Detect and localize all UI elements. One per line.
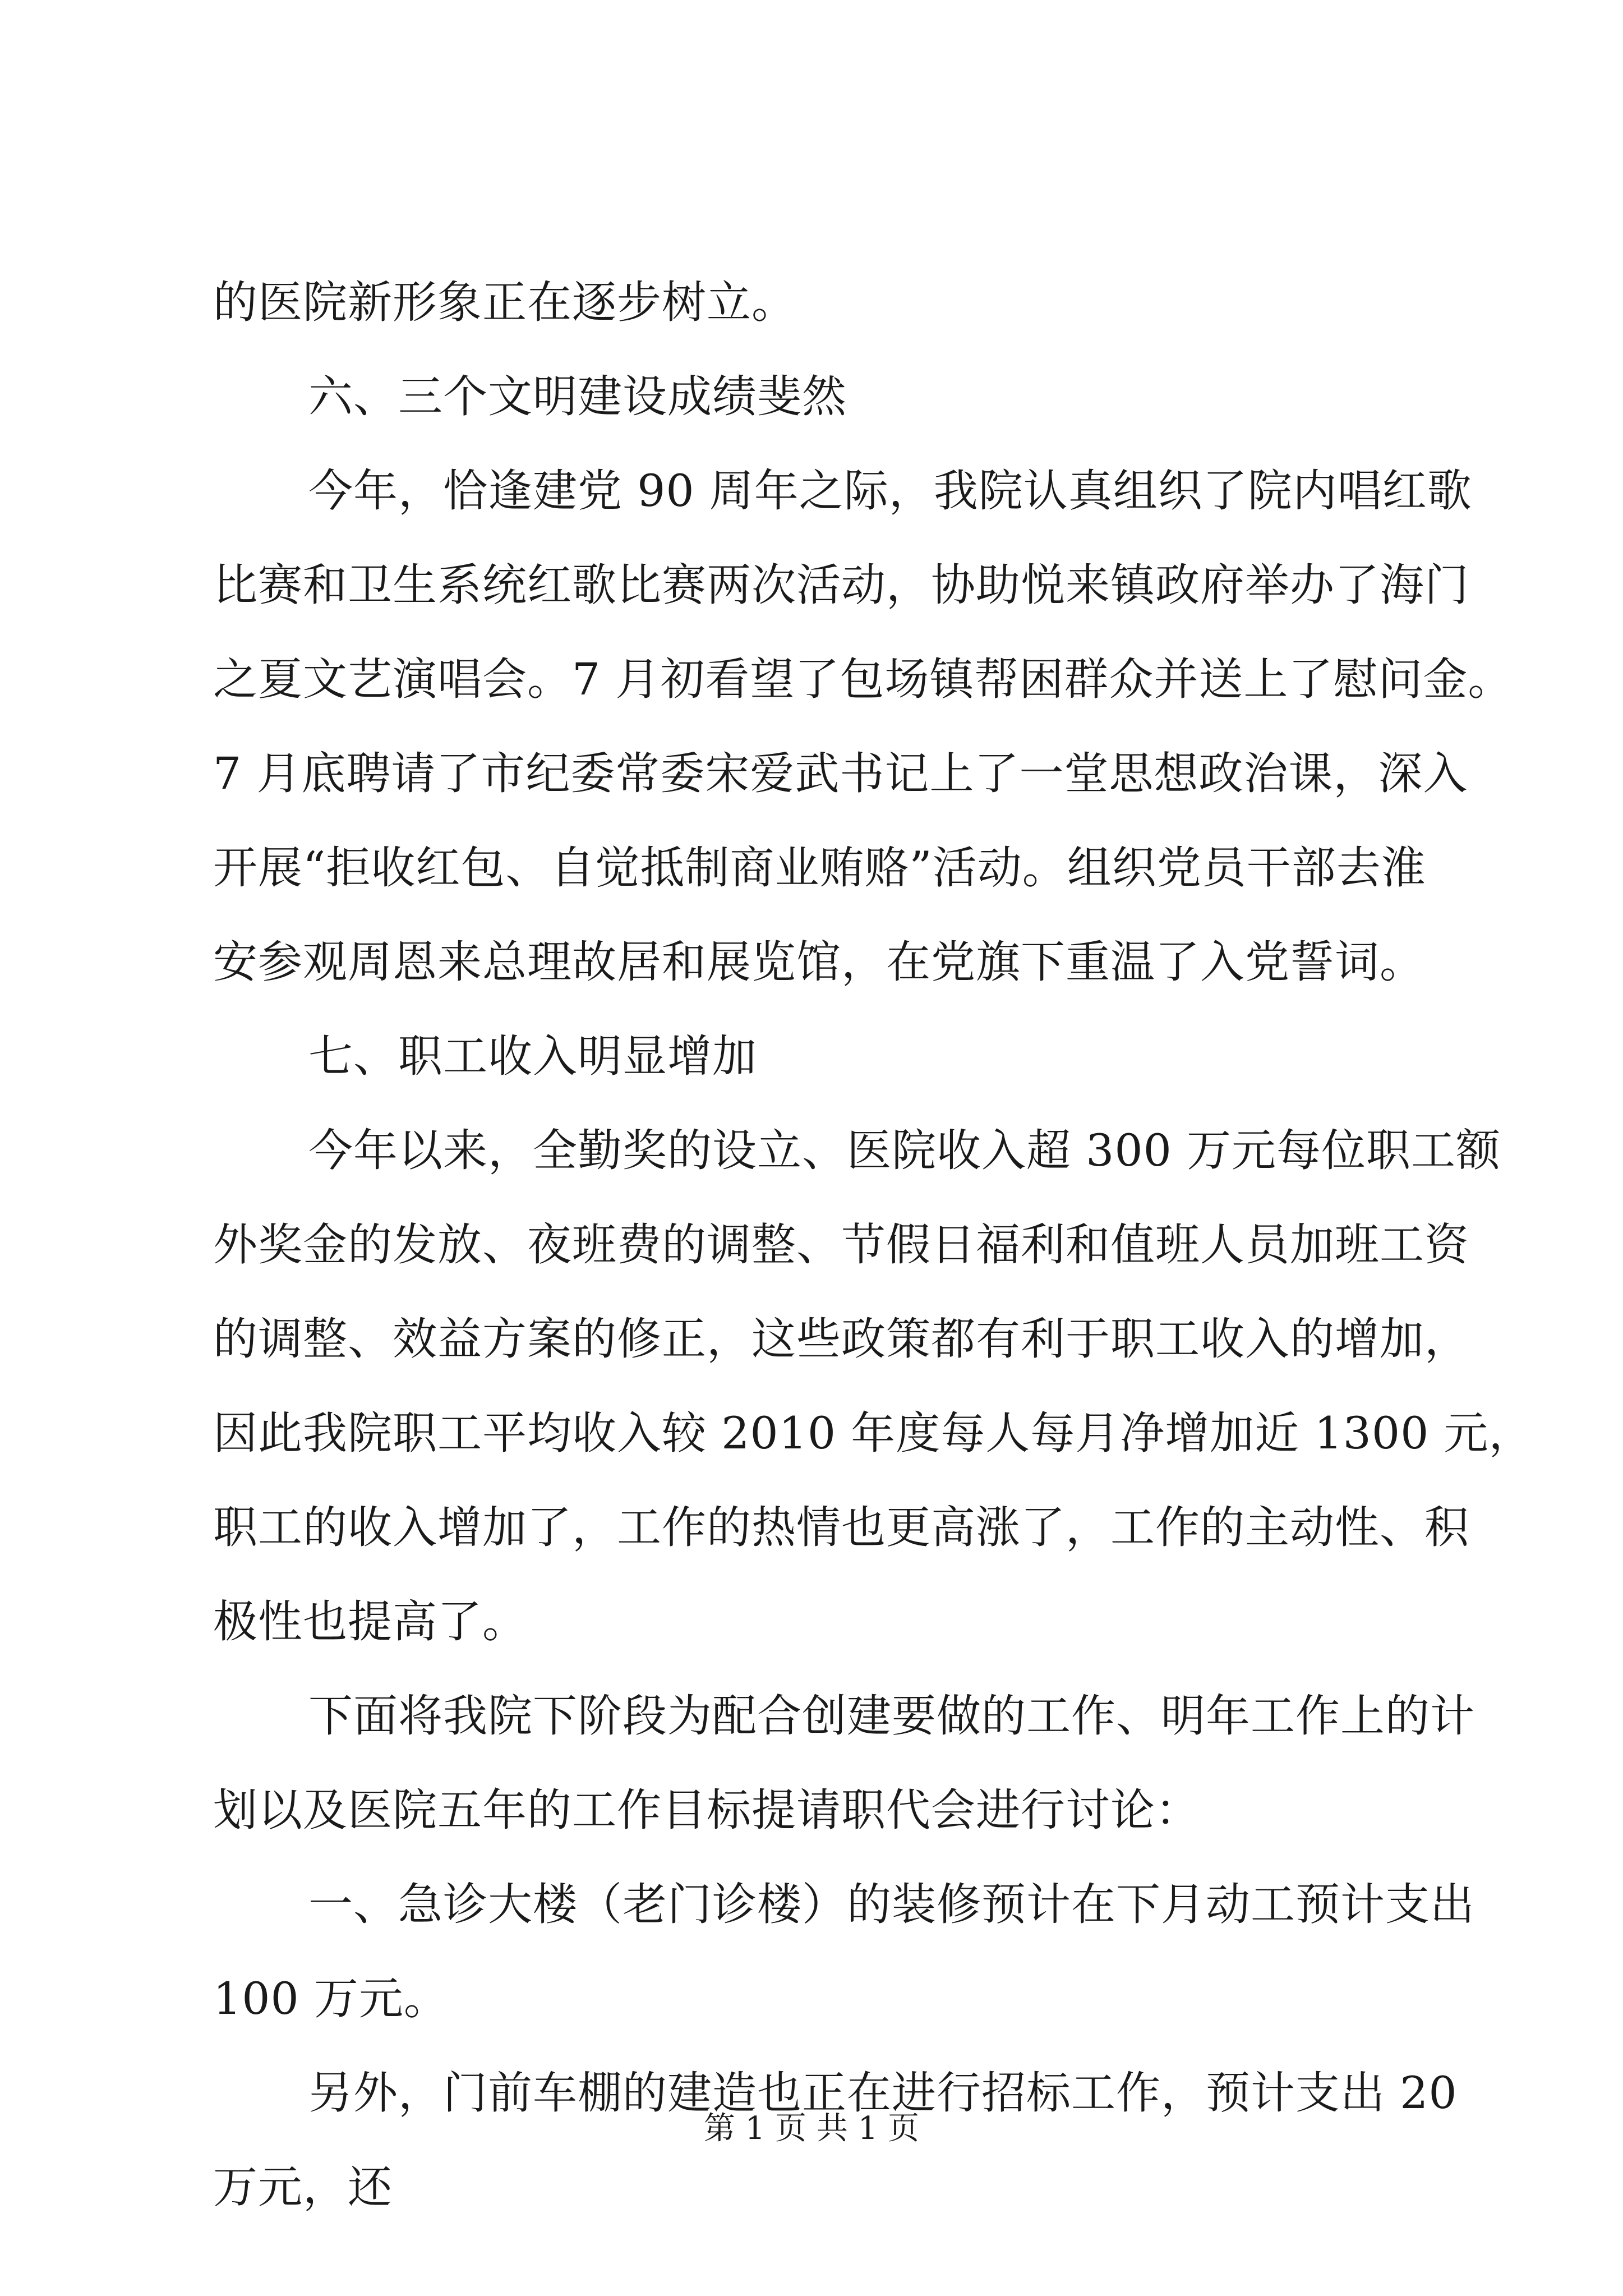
text-line: 职工的收入增加了，工作的热情也更高涨了，工作的主动性、积 xyxy=(213,1502,1469,1553)
text-line: 比赛和卫生系统红歌比赛两次活动，协助悦来镇政府举办了海门 xyxy=(213,559,1469,611)
text-line: 另外，门前车棚的建造也正在进行招标工作，预计支出 20 xyxy=(308,2067,1458,2119)
page-number-footer: 第 1 页 共 1 页 xyxy=(703,2110,920,2147)
text-line: 今年以来，全勤奖的设立、医院收入超 300 万元每位职工额 xyxy=(308,1125,1501,1176)
section-heading: 六、三个文明建设成绩斐然 xyxy=(308,371,847,422)
text-line: 万元，还 xyxy=(213,2161,393,2213)
text-line: 安参观周恩来总理故居和展览馆，在党旗下重温了入党誓词。 xyxy=(213,936,1424,988)
text-line: 的医院新形象正在逐步树立。 xyxy=(213,277,796,328)
document-body xyxy=(213,255,1534,2234)
text-line: 今年，恰逢建党 90 周年之际，我院认真组织了院内唱红歌 xyxy=(308,465,1472,517)
section-heading: 七、职工收入明显增加 xyxy=(308,1030,757,1082)
text-line: 因此我院职工平均收入较 2010 年度每人每月净增加近 1300 元， xyxy=(213,1407,1534,1459)
text-line: 7 月底聘请了市纪委常委宋爱武书记上了一堂思想政治课，深入 xyxy=(213,748,1468,799)
text-line: 外奖金的发放、夜班费的调整、节假日福利和值班人员加班工资 xyxy=(213,1219,1469,1271)
text-line: 极性也提高了。 xyxy=(213,1596,527,1648)
text-line: 开展“拒收红包、自觉抵制商业贿赂”活动。组织党员干部去淮 xyxy=(213,842,1426,894)
text-line: 下面将我院下阶段为配合创建要做的工作、明年工作上的计 xyxy=(308,1690,1475,1742)
text-line: 划以及医院五年的工作目标提请职代会进行讨论： xyxy=(213,1784,1200,1836)
text-line: 之夏文艺演唱会。7 月初看望了包场镇帮困群众并送上了慰问金。 xyxy=(213,654,1513,705)
text-line: 一、急诊大楼（老门诊楼）的装修预计在下月动工预计支出 xyxy=(308,1879,1475,1930)
text-line: 的调整、效益方案的修正，这些政策都有利于职工收入的增加， xyxy=(213,1313,1469,1365)
text-line: 100 万元。 xyxy=(213,1973,449,2024)
